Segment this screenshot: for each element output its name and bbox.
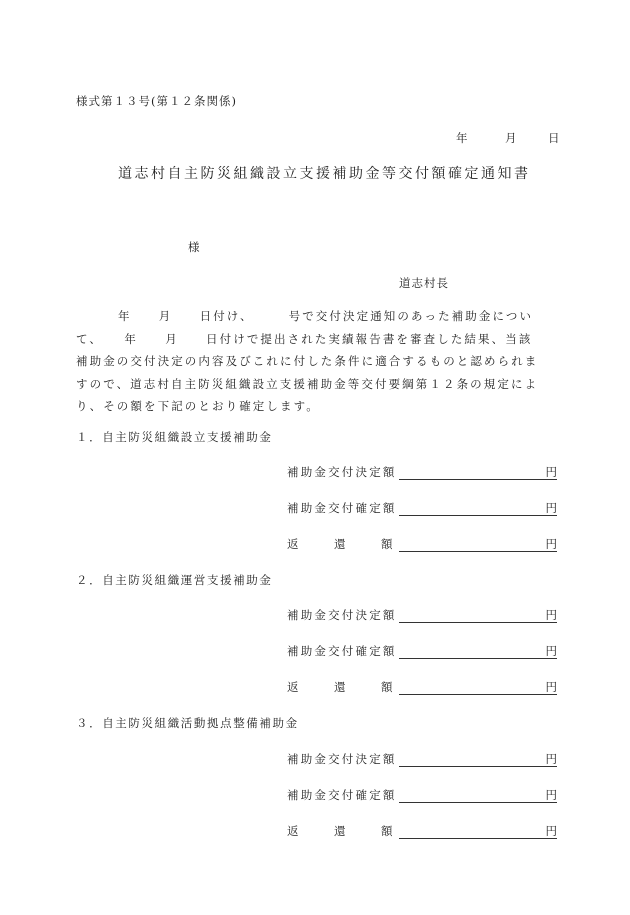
amount-blank-line	[399, 515, 557, 516]
section-1-title: １．自主防災組織設立支援補助金	[76, 430, 273, 444]
yen-unit: 円	[545, 824, 557, 838]
body-line: 年 月 日付け、 号で交付決定通知のあった補助金につい	[118, 309, 534, 323]
row-label: 返 還 額	[287, 680, 393, 694]
row-label: 補助金交付決定額	[287, 608, 397, 622]
amount-blank-line	[399, 694, 557, 695]
amount-blank-line	[399, 766, 557, 767]
row-label: 補助金交付確定額	[287, 501, 397, 515]
section-3-confirmed-row	[287, 787, 557, 805]
section-1-confirmed-row	[287, 500, 557, 518]
section-1-refund-row	[287, 536, 557, 554]
amount-blank-line	[399, 622, 557, 623]
yen-unit: 円	[545, 644, 557, 658]
yen-unit: 円	[545, 501, 557, 515]
date-day: 日	[548, 131, 560, 145]
yen-unit: 円	[545, 788, 557, 802]
amount-blank-line	[399, 802, 557, 803]
yen-unit: 円	[545, 608, 557, 622]
amount-blank-line	[399, 838, 557, 839]
body-text	[76, 305, 560, 418]
section-2-refund-row	[287, 679, 557, 697]
body-line: すので、道志村自主防災組織設立支援補助金等交付要綱第１２条の規定によ	[76, 376, 539, 391]
row-label: 補助金交付決定額	[287, 465, 397, 479]
row-label: 補助金交付確定額	[287, 644, 397, 658]
date-line	[456, 130, 560, 146]
section-2-decided-row	[287, 607, 557, 625]
section-1-decided-row	[287, 464, 557, 482]
date-month: 月	[505, 131, 517, 145]
section-2-title: ２．自主防災組織運営支援補助金	[76, 573, 273, 587]
recipient-honorific: 様	[188, 240, 200, 254]
body-line: り、その額を下記のとおり確定します。	[76, 399, 320, 413]
amount-blank-line	[399, 551, 557, 552]
issuer: 道志村長	[399, 276, 449, 290]
row-label: 補助金交付決定額	[287, 752, 397, 766]
section-2-confirmed-row	[287, 643, 557, 661]
amount-blank-line	[399, 658, 557, 659]
yen-unit: 円	[545, 680, 557, 694]
yen-unit: 円	[545, 465, 557, 479]
document-title: 道志村自主防災組織設立支援補助金等交付額確定通知書	[118, 166, 531, 182]
yen-unit: 円	[545, 752, 557, 766]
row-label: 返 還 額	[287, 824, 393, 838]
date-year: 年	[456, 131, 468, 145]
row-label: 返 還 額	[287, 537, 393, 551]
body-line: て、 年 月 日付けで提出された実績報告書を審査した結果、当該	[76, 331, 533, 346]
body-line: 補助金の交付決定の内容及びこれに付した条件に適合するものと認められま	[76, 354, 539, 368]
yen-unit: 円	[545, 537, 557, 551]
row-label: 補助金交付確定額	[287, 788, 397, 802]
section-3-title: ３．自主防災組織活動拠点整備補助金	[76, 716, 299, 730]
section-3-decided-row	[287, 751, 557, 769]
amount-blank-line	[399, 479, 557, 480]
section-3-refund-row	[287, 823, 557, 841]
form-number: 様式第１３号(第１２条関係)	[76, 94, 237, 108]
